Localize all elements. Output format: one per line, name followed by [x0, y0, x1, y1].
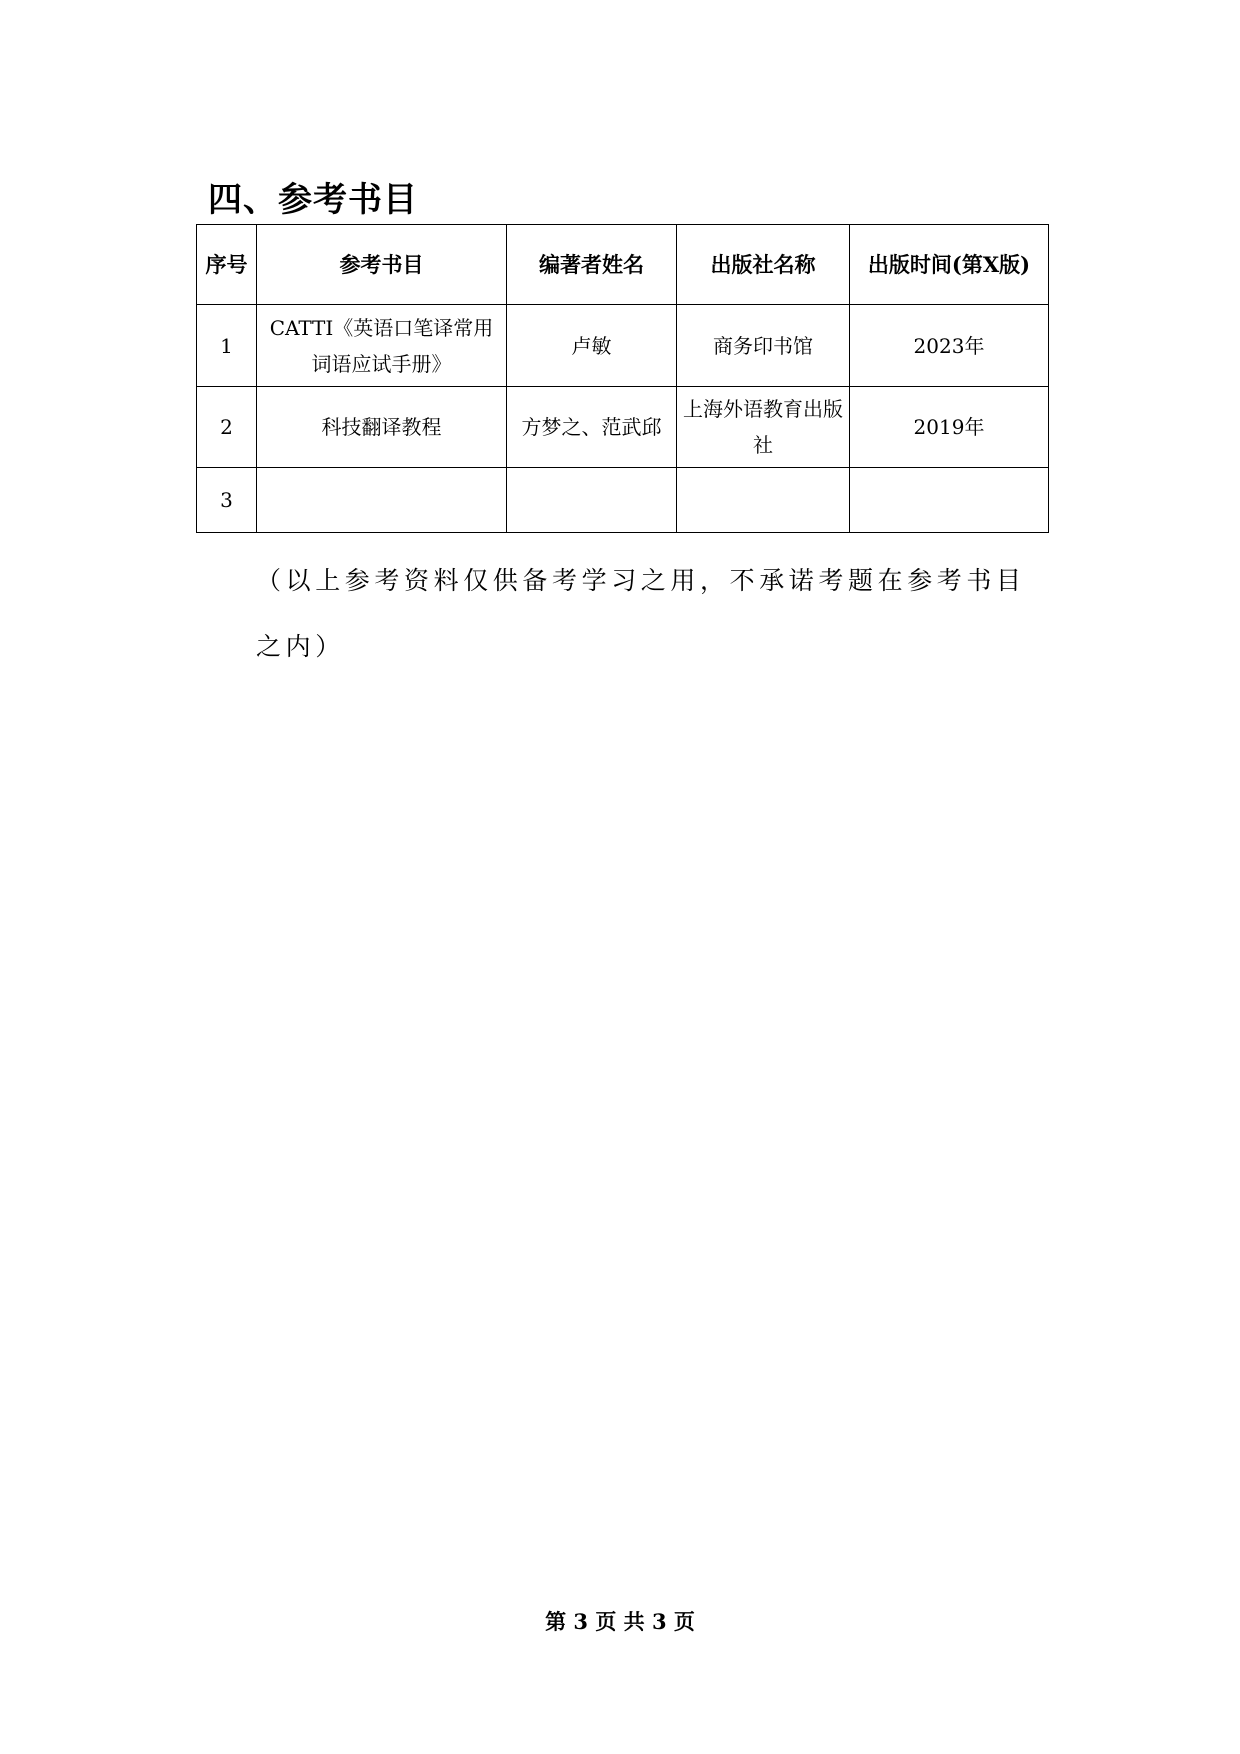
- cell-book-title: CATTI《英语口笔译常用词语应试手册》: [257, 305, 507, 387]
- cell-publish-time: [850, 468, 1049, 533]
- header-seq: 序号: [197, 225, 257, 305]
- table-row: [197, 468, 1049, 533]
- header-author: 编著者姓名: [507, 225, 677, 305]
- cell-book-title: [257, 468, 507, 533]
- disclaimer-note: （以上参考资料仅供备考学习之用，不承诺考题在参考书目之内）: [256, 566, 1026, 661]
- section-title: 四、参考书目: [208, 180, 418, 220]
- cell-author: 方梦之、范武邱: [507, 387, 677, 468]
- cell-publisher: [677, 468, 850, 533]
- cell-book-title: 科技翻译教程: [257, 387, 507, 468]
- cell-publisher: 商务印书馆: [677, 305, 850, 387]
- header-publish-time: 出版时间(第X版): [850, 225, 1049, 305]
- cell-publisher: 上海外语教育出版社: [677, 387, 850, 468]
- table-row: [197, 305, 1049, 387]
- cell-author: 卢敏: [507, 305, 677, 387]
- header-book-title: 参考书目: [257, 225, 507, 305]
- cell-publish-time: 2023年: [850, 305, 1049, 387]
- cell-seq: 2: [197, 387, 257, 468]
- table-row: [197, 387, 1049, 468]
- table-header-row: [197, 225, 1049, 305]
- cell-author: [507, 468, 677, 533]
- header-publisher: 出版社名称: [677, 225, 850, 305]
- cell-seq: 3: [197, 468, 257, 533]
- reference-books-table: [196, 224, 1049, 533]
- cell-seq: 1: [197, 305, 257, 387]
- cell-publish-time: 2019年: [850, 387, 1049, 468]
- page-footer: 第 3 页 共 3 页: [545, 1609, 695, 1634]
